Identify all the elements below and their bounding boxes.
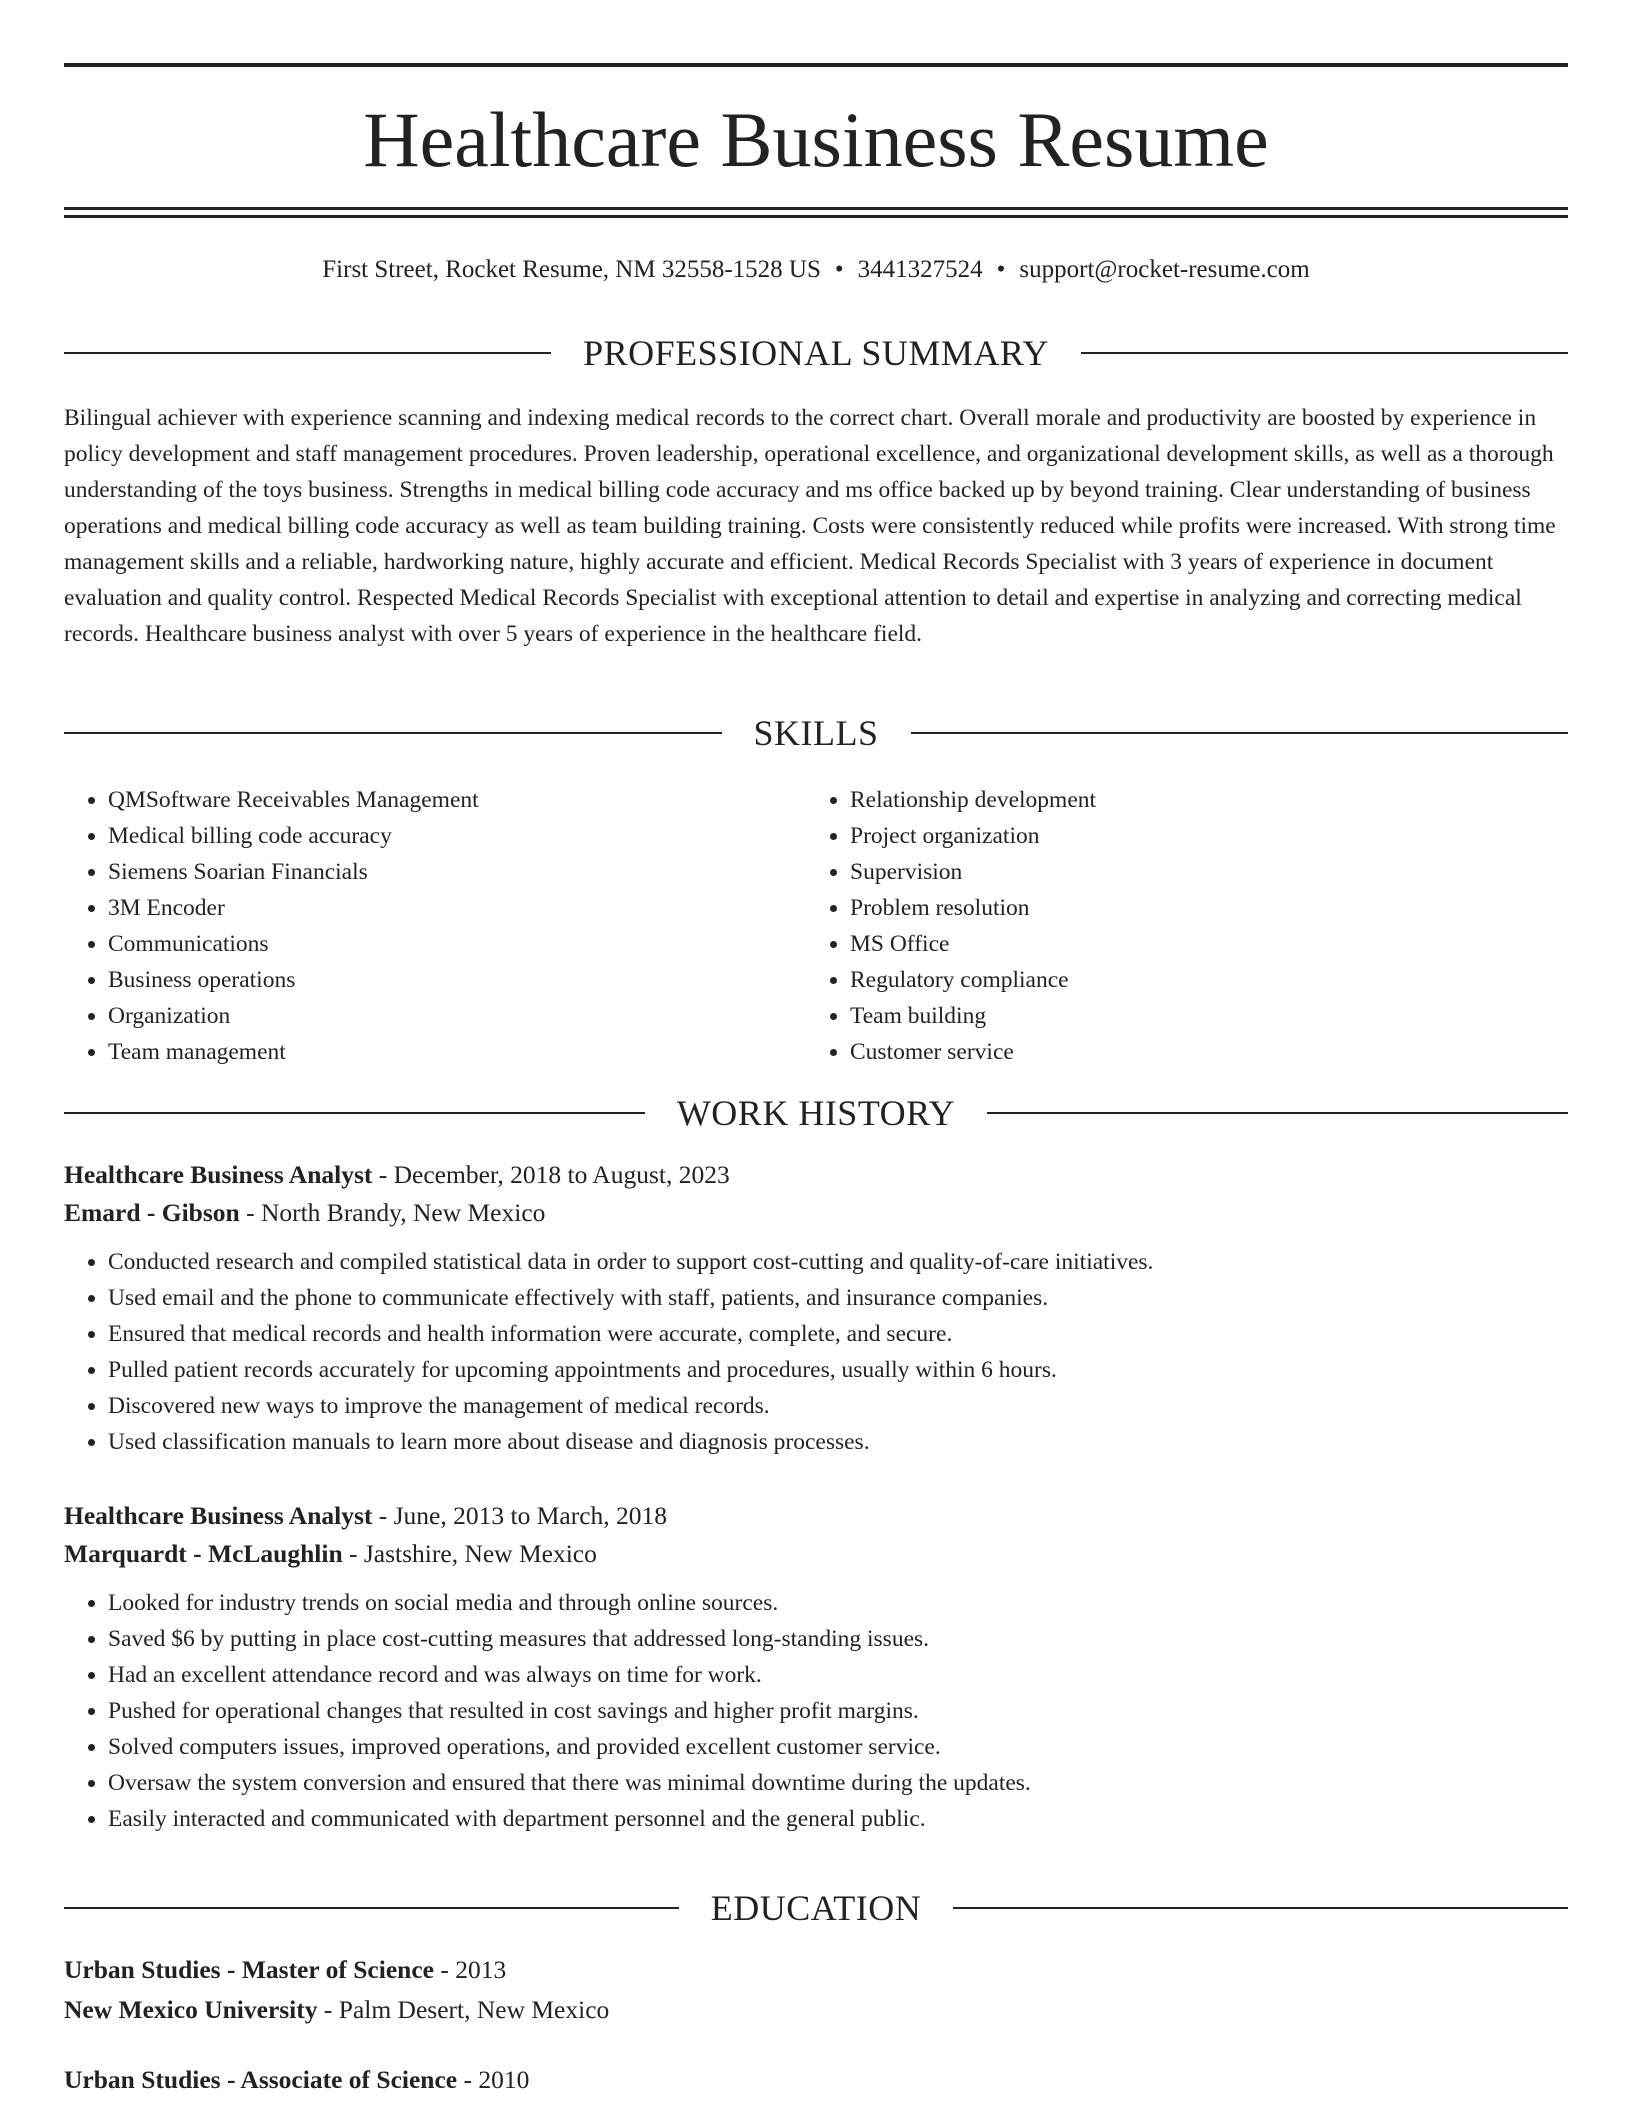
section-title: PROFESSIONAL SUMMARY xyxy=(583,333,1049,373)
summary-text: Bilingual achiever with experience scanning and indexing medical records to the correct chart. Overall morale and productivity are boosted by experience in policy development and staff management procedures. Proven leadership, operational excellence, and organizational development skills, as well as a thorough understanding of the toys business. Strengths in medical billing code accuracy and ms office backed up by beyond training. Clear understanding of business operations and medical billing code accuracy as well as team building training. Costs were consistently reduced while profits were increased. With strong time management skills and a reliable, hardworking nature, highly accurate and efficient. Medical Records Specialist with 3 years of experience in document evaluation and quality control. Respected Medical Records Specialist with exceptional attention to detail and expertise in analyzing and correcting medical records. Healthcare business analyst with over 5 years of experience in the healthcare field. xyxy=(64,405,1556,647)
heading-rule xyxy=(911,732,1569,734)
job-location: - North Brandy, New Mexico xyxy=(239,1198,546,1227)
job-bullet: • Pushed for operational changes that resulted in cost savings and higher profit margins. xyxy=(108,1693,1568,1729)
job-entry xyxy=(64,1156,1568,1460)
job-company-line xyxy=(64,1194,1568,1232)
job-bullet: • Conducted research and compiled statistical data in order to support cost-cutting and quality-of-care initiatives. xyxy=(108,1244,1568,1280)
job-bullet: • Ensured that medical records and health information were accurate, complete, and secure. xyxy=(108,1316,1568,1352)
contact-email: support@rocket-resume.com xyxy=(1019,256,1310,283)
section-heading-education xyxy=(64,1888,1568,1928)
job-bullet: • Saved $6 by putting in place cost-cutting measures that addressed long-standing issues. xyxy=(108,1621,1568,1657)
education-degree: Urban Studies - Master of Science xyxy=(64,1955,434,1984)
contact-phone: 3441327524 xyxy=(857,256,983,283)
job-bullet: • Used email and the phone to communicate effectively with staff, patients, and insurance companies. xyxy=(108,1280,1568,1316)
education-school-line xyxy=(64,1990,1568,2030)
heading-rule xyxy=(64,1112,645,1114)
skill-item: • Regulatory compliance xyxy=(850,962,1546,998)
education-year: - 2010 xyxy=(457,2065,530,2094)
job-title: Healthcare Business Analyst xyxy=(64,1501,373,1530)
heading-rule xyxy=(953,1907,1568,1909)
skill-item: • Team management xyxy=(108,1034,804,1070)
resume-title: Healthcare Business Resume xyxy=(363,96,1269,183)
skill-item: • Siemens Soarian Financials xyxy=(108,854,804,890)
job-bullet: • Discovered new ways to improve the management of medical records. xyxy=(108,1388,1568,1424)
job-bullet: • Had an excellent attendance record and was always on time for work. xyxy=(108,1657,1568,1693)
heading-rule xyxy=(64,732,722,734)
skill-item: • Medical billing code accuracy xyxy=(108,818,804,854)
skill-item: • 3M Encoder xyxy=(108,890,804,926)
section-heading-work xyxy=(64,1093,1568,1133)
job-company-line xyxy=(64,1535,1568,1573)
job-title: Healthcare Business Analyst xyxy=(64,1160,373,1189)
section-title: WORK HISTORY xyxy=(676,1093,956,1133)
education-entry xyxy=(64,1950,1568,2030)
education-school: New Mexico University xyxy=(64,1995,318,2024)
skills-column-right xyxy=(806,782,1546,1070)
job-bullet: • Solved computers issues, improved operations, and provided excellent customer service. xyxy=(108,1729,1568,1765)
contact-address: First Street, Rocket Resume, NM 32558-1528 US xyxy=(322,256,821,283)
heading-rule xyxy=(64,352,551,354)
job-company: Emard - Gibson xyxy=(64,1198,240,1227)
job-bullet: • Looked for industry trends on social media and through online sources. xyxy=(108,1585,1568,1621)
job-company: Marquardt - McLaughlin xyxy=(64,1539,343,1568)
heading-rule xyxy=(64,1907,679,1909)
skill-item: • QMSoftware Receivables Management xyxy=(108,782,804,818)
skill-item: • Communications xyxy=(108,926,804,962)
skill-item: • Customer service xyxy=(850,1034,1546,1070)
skill-item: • Business operations xyxy=(108,962,804,998)
skill-item: • MS Office xyxy=(850,926,1546,962)
job-title-line xyxy=(64,1497,1568,1535)
section-heading-skills xyxy=(64,713,1568,753)
skill-item: • Problem resolution xyxy=(850,890,1546,926)
job-bullet: • Oversaw the system conversion and ensured that there was minimal downtime during the updates. xyxy=(108,1765,1568,1801)
job-bullet: • Easily interacted and communicated with department personnel and the general public. xyxy=(108,1801,1568,1837)
job-entry xyxy=(64,1497,1568,1837)
skill-item: • Project organization xyxy=(850,818,1546,854)
section-title: EDUCATION xyxy=(710,1888,922,1928)
job-bullet: • Used classification manuals to learn more about disease and diagnosis processes. xyxy=(108,1424,1568,1460)
heading-rule xyxy=(1081,352,1568,354)
skill-item: • Supervision xyxy=(850,854,1546,890)
section-heading-summary xyxy=(64,333,1568,373)
job-title-line xyxy=(64,1156,1568,1194)
education-degree-line xyxy=(64,1950,1568,1990)
education-entry xyxy=(64,2060,1568,2100)
job-dates: - June, 2013 to March, 2018 xyxy=(372,1501,668,1530)
job-bullets xyxy=(64,1244,1568,1460)
education-degree-line xyxy=(64,2060,1568,2100)
job-location: - Jastshire, New Mexico xyxy=(342,1539,597,1568)
skill-item: • Relationship development xyxy=(850,782,1546,818)
section-title: SKILLS xyxy=(753,713,879,753)
title-double-rule xyxy=(64,207,1568,218)
skill-item: • Team building xyxy=(850,998,1546,1034)
job-bullet: • Pulled patient records accurately for upcoming appointments and procedures, usually within 6 hours. xyxy=(108,1352,1568,1388)
education-degree: Urban Studies - Associate of Science xyxy=(64,2065,458,2094)
top-rule xyxy=(64,63,1568,67)
education-year: - 2013 xyxy=(433,1955,507,1984)
job-dates: - December, 2018 to August, 2023 xyxy=(372,1160,730,1189)
job-bullets xyxy=(64,1585,1568,1837)
skill-item: • Organization xyxy=(108,998,804,1034)
skills-column-left xyxy=(64,782,804,1070)
education-location: - Palm Desert, New Mexico xyxy=(317,1995,610,2024)
heading-rule xyxy=(987,1112,1568,1114)
contact-separator: • xyxy=(834,256,844,283)
contact-separator: • xyxy=(996,256,1006,283)
contact-line xyxy=(64,254,1568,286)
